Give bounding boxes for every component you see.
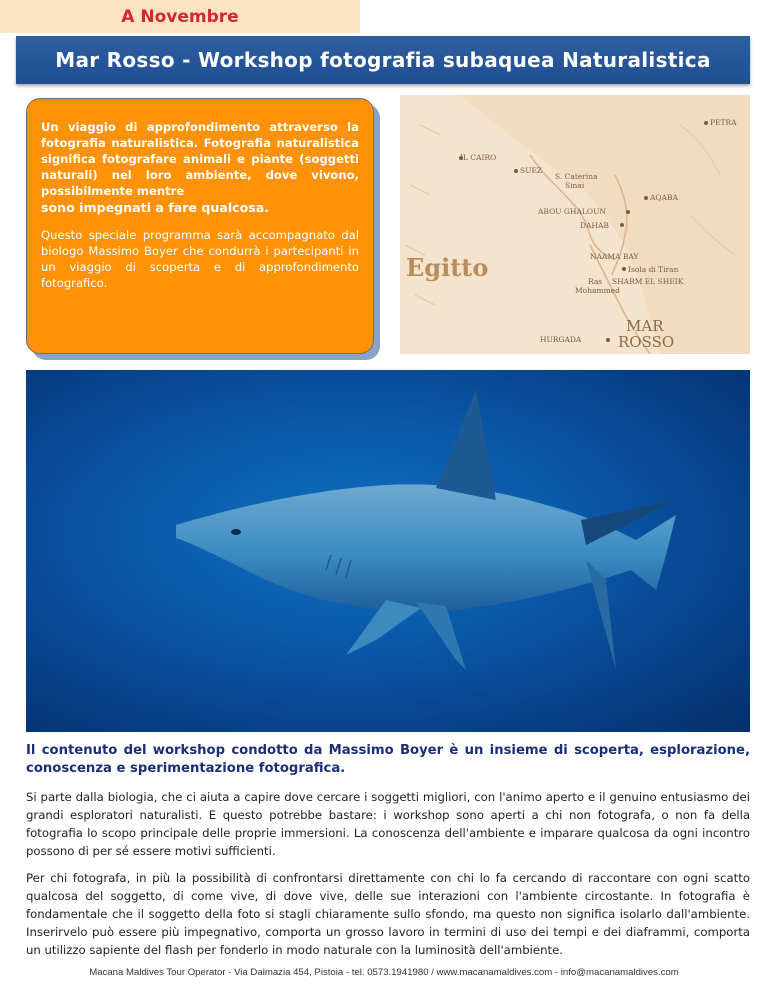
article-paragraph-1: Si parte dalla biologia, che ci aiuta a capire dove cercare i soggetti migliori, con l'animo aperto e il genuino entusiasmo dei grandi esploratori naturalisti. E questo potrebbe bastare: i workshop sono aperti a chi non fotografa, o non fa della fotografia lo scopo principale delle proprie immersioni. La conoscenza dell'ambiente e imparare qualcosa da ogni incontro possono di per sé essere motivi sufficienti. xyxy=(26,790,750,858)
map-label-ras: Ras xyxy=(588,277,603,286)
map-label-country: Egitto xyxy=(406,253,489,282)
map-label-sea-1: MAR xyxy=(626,317,664,335)
intro-card xyxy=(26,98,374,354)
map-label-sinai: Sinai xyxy=(565,181,585,190)
title-bar xyxy=(16,36,750,84)
map-illustration xyxy=(400,95,750,354)
map-label-aqaba: AQABA xyxy=(650,193,678,202)
date-label: A Novembre xyxy=(121,6,239,27)
map-label-sea-2: ROSSO xyxy=(618,333,675,351)
footer-contact: Macana Maldives Tour Operator - Via Dalmazia 454, Pistoia - tel. 0573.1941980 / www.macanamaldives.com - info@macanamaldives.com xyxy=(89,967,679,978)
map-label-suez: SUEZ xyxy=(520,166,543,175)
map-label-dahab: DAHAB xyxy=(580,221,609,230)
page-title: Mar Rosso - Workshop fotografia subaquea Naturalistica xyxy=(55,48,711,72)
map-label-mohammed: Mohammed xyxy=(575,286,620,295)
date-tab xyxy=(0,0,360,33)
map-label-tiran: Isola di Tiran xyxy=(628,265,679,274)
map-label-sharm: SHARM EL SHEIK xyxy=(612,277,684,286)
shark-illustration xyxy=(26,370,750,732)
intro-lead-end: sono impegnati a fare qualcosa. xyxy=(41,200,270,215)
map-label-caterina: S. Caterina xyxy=(555,172,598,181)
map-label-petra: PETRA xyxy=(710,118,737,127)
footer xyxy=(0,967,768,978)
intro-body: Questo speciale programma sarà accompagnato dal biologo Massimo Boyer che condurrà i partecipanti in un viaggio di scoperta e di approfondimento fotografico. xyxy=(41,228,359,290)
map-image xyxy=(400,95,750,354)
intro-lead: Un viaggio di approfondimento attraverso la fotografia naturalistica. Fotografia naturalistica significa fotografare animali e piante (soggetti naturali) nel loro ambiente, dove vivono, possibilmente mentre xyxy=(41,120,359,198)
hammerhead-shark-photo xyxy=(26,370,750,732)
article-lead: Il contenuto del workshop condotto da Massimo Boyer è un insieme di scoperta, esplorazione, conoscenza e sperimentazione fotografica. xyxy=(26,743,750,776)
map-label-abou: ABOU GHALOUN xyxy=(538,207,606,216)
map-label-cairo: IL CAIRO xyxy=(460,153,497,162)
article xyxy=(26,742,750,968)
map-label-naama: NAAMA BAY xyxy=(590,252,639,261)
map-label-hurgada: HURGADA xyxy=(540,335,582,344)
article-paragraph-2: Per chi fotografa, in più la possibilità di confrontarsi direttamente con chi lo fa cercando di raccontare con ogni scatto qualcosa del soggetto, di come vive, di dove vive, delle sue interazioni con l'ambiente circostante. In fotografia è fondamentale che il soggetto della foto si stagli chiaramente sullo sfondo, ma questo non significa isolarlo dall'ambiente. Inserirvelo può essere più impegnativo, comporta un grosso lavoro in termini di uso dei tempi e dei diaframmi, comporta un utilizzo sapiente del flash per fonderlo in modo naturale con la luminosità dell'ambiente. xyxy=(26,871,750,957)
